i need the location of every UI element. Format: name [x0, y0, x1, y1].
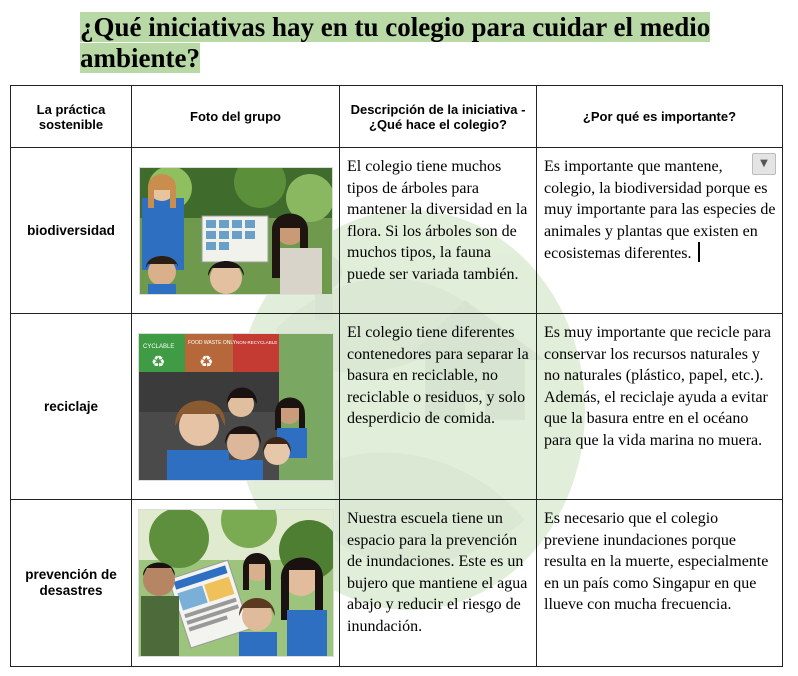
- header-description: Descripción de la iniciativa - ¿Qué hace el colegio?: [340, 86, 537, 148]
- svg-text:♻: ♻: [150, 351, 165, 371]
- description-cell: El colegio tiene diferentes contenedores para separar la basura en reciclable, no reciclable o residuos, y solo desperdicio de comida.: [340, 314, 537, 500]
- practice-cell: reciclaje: [11, 314, 132, 500]
- photo-cell: [132, 314, 340, 500]
- dropdown-button[interactable]: [752, 153, 776, 175]
- practice-cell: prevención de desastres: [11, 500, 132, 667]
- importance-cell[interactable]: Es necesario que el colegio previene inundaciones porque resulta en la muerte, especialmente en un país como Singapur en que llueve con mucha frecuencia.: [537, 500, 783, 667]
- bin-label: FOOD WASTE ONLY: [187, 339, 236, 346]
- group-photo-biodiversity-icon: [140, 168, 332, 294]
- description-cell: El colegio tiene muchos tipos de árboles para mantener la diversidad en la flora. Si los árboles son de muchos tipos, la fauna puede ser variada también.: [340, 148, 537, 314]
- practice-cell: biodiversidad: [11, 148, 132, 314]
- table-header-row: [11, 86, 783, 148]
- table-row: [11, 148, 783, 314]
- photo-cell: [132, 500, 340, 667]
- bin-label: CYCLABLE: [142, 343, 174, 350]
- group-photo-recycling-icon: [139, 334, 333, 480]
- table-row: [11, 314, 783, 500]
- importance-text: Es importante que mantene, colegio, la biodiversidad porque es muy importante para las especies de animales y plantas que existen en ecosistemas diferentes.: [544, 158, 776, 262]
- header-practice: La práctica sostenible: [11, 86, 132, 148]
- triangle-down-icon: ▼: [760, 158, 768, 170]
- initiatives-table: [10, 85, 783, 667]
- importance-cell[interactable]: Es muy importante que recicle para conservar los recursos naturales y no naturales (plástico, papel, etc.). Además, el reciclaje ayuda a evitar que la basura entre en el océano para que la vida marina no muera.: [537, 314, 783, 500]
- importance-cell[interactable]: [537, 148, 783, 314]
- text-cursor: [698, 242, 700, 262]
- header-photo: Foto del grupo: [132, 86, 340, 148]
- bin-label: NON-RECYCLABLE: [235, 339, 277, 345]
- header-importance: ¿Por qué es importante?: [537, 86, 783, 148]
- table-row: [11, 500, 783, 667]
- description-cell: Nuestra escuela tiene un espacio para la prevención de inundaciones. Este es un bujero que mantiene el agua abajo y reducir el riesgo de inundación.: [340, 500, 537, 667]
- group-photo-flood-prevention-icon: [139, 510, 333, 656]
- page-title: ¿Qué iniciativas hay en tu colegio para cuidar el medio ambiente?: [80, 12, 711, 73]
- photo-cell: [132, 148, 340, 314]
- svg-text:♻: ♻: [198, 351, 213, 371]
